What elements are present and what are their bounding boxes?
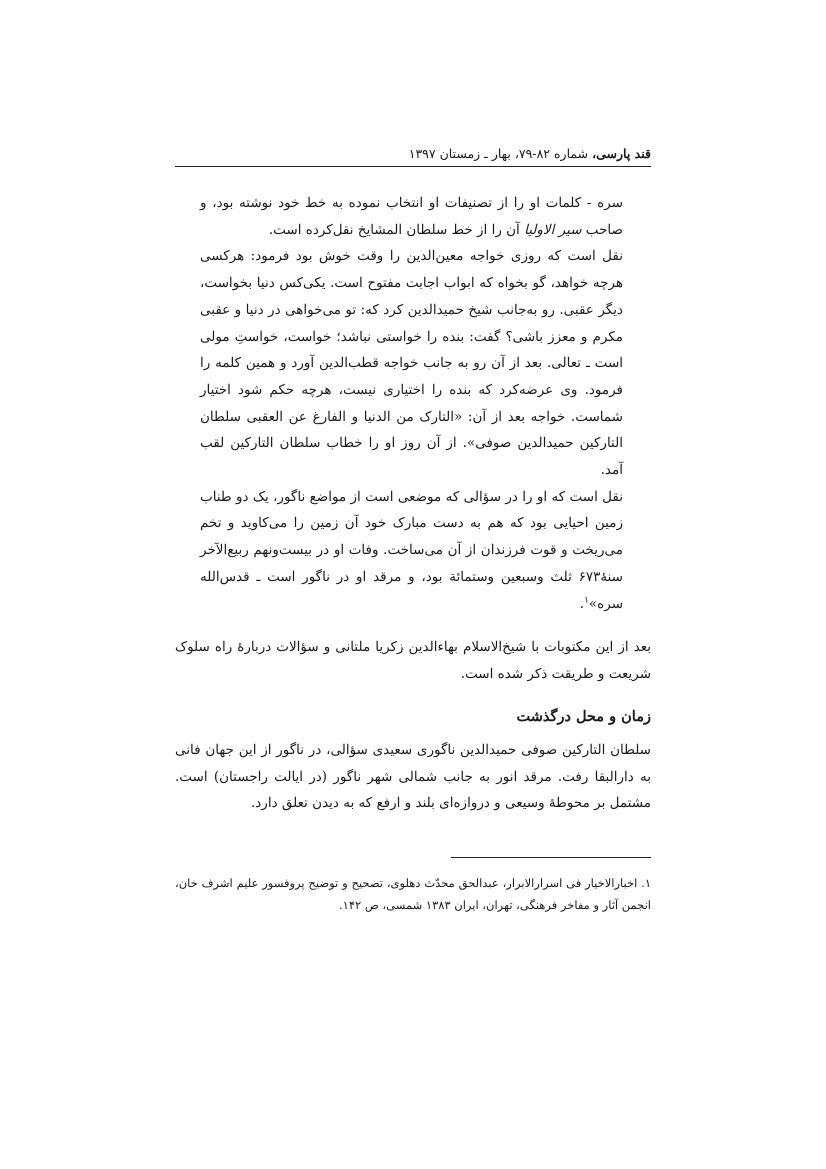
journal-title: قند پارسی، — [592, 146, 651, 161]
header-rule — [175, 166, 651, 167]
quote-text: . — [579, 595, 585, 612]
section-paragraph: سلطان التارکین صوفی حمیدالدین ناگوری سعیدی سؤالی، در ناگور از این جهان فانی به دارالبقا رفت. مرقد انور به جانب شمالی شهر ناگور (در ایالت راجستان) است. مشتمل بر محوطهٔ وسیعی و دروازه‌ای بلند و ارفع که به دیدن تعلق دارد. — [175, 742, 651, 812]
body-paragraph — [175, 634, 651, 687]
quoted-passage — [200, 190, 623, 617]
quote-text: نقل است که او را در سؤالی که موضعی است از مواضع ناگور، یک دو طناب زمین احیایی بود که هم به دست مبارک خود آن زمین را می‌کاوید و تخم می‌ریخت و قوت فرزندان از آن می‌ساخت. وفات او در بیست‌ونهم ربیع‌الآخر سنهٔ۶۷۳ ثلث وسبعین وستمائة بود، و مرقد او در ناگور است ـ قدس‌الله سره» — [200, 488, 623, 612]
quote-paragraph-1 — [200, 190, 623, 243]
footnote-marker: ۱ — [584, 595, 589, 606]
quote-paragraph-3 — [200, 484, 623, 618]
quote-paragraph-2: نقل است که روزی خواجه معین‌الدین را وقت خوش بود فرمود: هرکسی هرچه خواهد، گو بخواه که ابواب اجابت مفتوح است. یکی‌کس دنیا بخواست، دیگر عقبی. رو به‌جانب شیخ حمیدالدین کرد که: تو می‌خواهی در دنیا و عقبی مکرم و معزز باشی؟ گفت: بنده را خواستی نباشد؛ خواست، خواستِ مولی است ـ تعالی. بعد از آن رو به جانب خواجه قطب‌الدین آورد و همین کلمه را فرمود. وی عرضه‌کرد که بنده را اختیاری نیست، هرچه حکم شود اختیار شماست. خواجه بعد از آن: «التارک من الدنیا و الفارغ عن العقبی سلطان التارکین حمیدالدین صوفی». از آن روز او را خطاب سلطان التارکین لقب آمد. — [200, 248, 623, 479]
book-title-italic: سیر الاولیا — [524, 221, 582, 238]
quote-text: سره - کلمات او را از تصنیفات او انتخاب نموده به خط خود نوشته بود، و صاحب — [200, 195, 623, 238]
footnotes — [175, 872, 651, 916]
issue-info: شماره ۸۲-۷۹، بهار ـ زمستان ۱۳۹۷ — [408, 146, 593, 161]
footnote-1: ۱. اخبارالاخیار فی اسرارالابرار، عبدالحق محدّث دهلوی، تصحیح و توضیح پروفسور علیم اشرف خان، انجمن آثار و مفاخر فرهنگی، تهران، ایران ۱۳۸۳ شمسی، ص ۱۴۲. — [175, 876, 651, 912]
footnote-rule — [451, 857, 651, 858]
running-header — [175, 146, 651, 162]
section-body — [175, 737, 651, 817]
section-heading: زمان و محل درگذشت — [516, 708, 651, 725]
body-text: بعد از این مکتوبات با شیخ‌الاسلام بهاءالدین زکریا ملتانی و سؤالات دربارهٔ راه سلوک شریعت و طریقت ذکر شده است. — [175, 639, 651, 682]
quote-text: آن را از خط سلطان المشایخ نقل‌کرده است. — [268, 221, 525, 238]
